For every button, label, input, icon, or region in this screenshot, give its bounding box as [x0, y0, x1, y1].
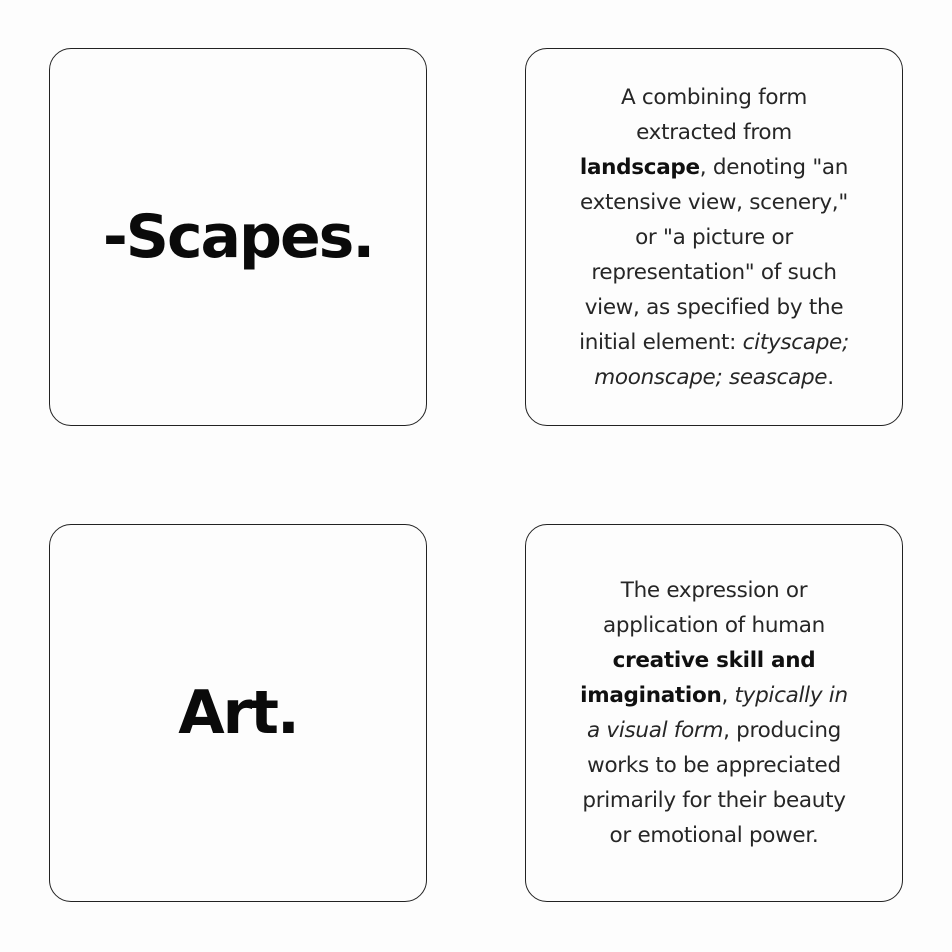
definition-segment: A combining form: [620, 84, 808, 110]
definition-segment: , denoting "an: [699, 154, 849, 180]
definition-text: [544, 80, 884, 395]
definition-segment: works to be appreciated: [587, 753, 841, 778]
definition-segment: primarily for their beauty: [582, 788, 846, 813]
definition-card-art: [525, 524, 903, 902]
definition-segment: typically in: [734, 683, 848, 708]
definition-segment: extracted from: [636, 119, 792, 145]
definition-card-scapes: [525, 48, 903, 426]
term-card-scapes: [49, 48, 427, 426]
definition-segment: The expression or: [620, 578, 808, 603]
definition-segment: cityscape;: [742, 329, 849, 355]
term-title: Art.: [178, 678, 298, 748]
definition-segment: landscape: [579, 154, 700, 180]
definition-segment: or emotional power.: [609, 823, 819, 848]
definition-segment: a visual form: [586, 718, 724, 743]
definition-segment: view, as specified by the: [584, 294, 844, 320]
term-card-art: [49, 524, 427, 902]
definition-segment: .: [827, 364, 834, 390]
definition-segment: imagination: [580, 683, 722, 708]
definition-segment: creative skill and: [612, 648, 816, 673]
definition-segment: , producing: [723, 718, 841, 743]
definition-segment: initial element:: [579, 329, 743, 355]
definition-segment: extensive view, scenery,": [580, 189, 848, 215]
definition-segment: representation" of such: [591, 259, 837, 285]
definition-segment: or "a picture or: [635, 224, 793, 250]
definition-segment: ,: [721, 683, 735, 708]
term-title: -Scapes.: [102, 202, 374, 272]
definition-segment: moonscape; seascape: [594, 364, 828, 390]
definition-segment: application of human: [603, 613, 825, 638]
definition-text: [544, 573, 884, 853]
